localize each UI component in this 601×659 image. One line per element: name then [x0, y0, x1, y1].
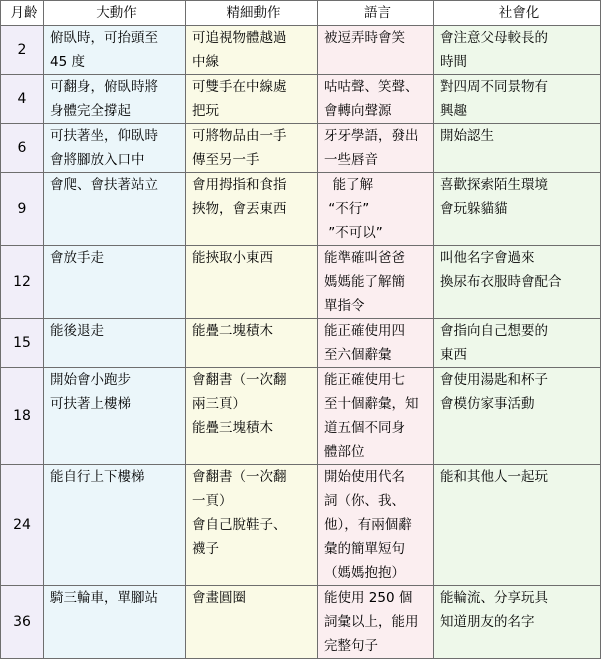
cell-line: 至十個辭彙，知	[324, 396, 419, 412]
cell-line: 媽媽能了解簡	[324, 274, 405, 290]
gross-motor-cell	[44, 124, 186, 173]
gross-motor-cell	[44, 319, 186, 368]
cell-line: 可將物品由一手	[192, 128, 287, 144]
age-cell: 15	[1, 319, 44, 368]
cell-line: 把玩	[192, 103, 219, 119]
cell-line: 45 度	[50, 54, 85, 70]
header-gross-motor: 大動作	[44, 1, 186, 26]
cell-line: 會翻書（一次翻	[192, 469, 287, 485]
cell-line: 道五個不同身	[324, 420, 405, 436]
cell-line: 咕咕聲、笑聲、	[324, 79, 419, 95]
cell-line: 能自行上下樓梯	[50, 469, 145, 485]
cell-line: 彙的簡單短句	[324, 541, 405, 557]
table-row	[1, 173, 601, 246]
gross-motor-cell	[44, 246, 186, 319]
table-row	[1, 75, 601, 124]
social-cell	[434, 26, 601, 75]
social-cell	[434, 319, 601, 368]
fine-motor-cell	[186, 75, 318, 124]
social-cell	[434, 75, 601, 124]
table-row	[1, 465, 601, 586]
header-age: 月齡	[1, 1, 44, 26]
table-row	[1, 124, 601, 173]
cell-line: 騎三輪車，單腳站	[50, 590, 158, 606]
age-cell: 9	[1, 173, 44, 246]
fine-motor-cell	[186, 26, 318, 75]
cell-line: 一些唇音	[324, 152, 378, 168]
cell-line: 身體完全撐起	[50, 103, 131, 119]
cell-line: 能後退走	[50, 323, 104, 339]
cell-line: 單指令	[324, 298, 365, 314]
cell-line: 一頁）	[192, 493, 233, 509]
fine-motor-cell	[186, 124, 318, 173]
cell-line: 能準確叫爸爸	[324, 250, 405, 266]
age-cell: 12	[1, 246, 44, 319]
language-cell	[318, 586, 434, 659]
fine-motor-cell	[186, 586, 318, 659]
fine-motor-cell	[186, 368, 318, 465]
cell-line: 能疊二塊積木	[192, 323, 273, 339]
cell-line: 能疊三塊積木	[192, 420, 273, 436]
cell-line: 詞彙以上，能用	[324, 614, 419, 630]
header-language: 語言	[318, 1, 434, 26]
cell-line: 能輪流、分享玩具	[440, 590, 548, 606]
fine-motor-cell	[186, 465, 318, 586]
cell-line: 能使用 250 個	[324, 590, 413, 606]
cell-line: 會模仿家事活動	[440, 396, 535, 412]
age-cell: 18	[1, 368, 44, 465]
age-cell: 36	[1, 586, 44, 659]
cell-line: 可雙手在中線處	[192, 79, 287, 95]
social-cell	[434, 124, 601, 173]
cell-line: 會玩躲貓貓	[440, 201, 508, 217]
gross-motor-cell	[44, 173, 186, 246]
cell-line: 他），有兩個辭	[324, 517, 412, 533]
cell-line: 可扶著坐，仰臥時	[50, 128, 158, 144]
cell-line: 東西	[440, 347, 467, 363]
gross-motor-cell	[44, 586, 186, 659]
cell-line: 能正確使用四	[324, 323, 405, 339]
age-cell: 4	[1, 75, 44, 124]
cell-line: 會注意父母較長的	[440, 30, 548, 46]
cell-line: 時間	[440, 54, 467, 70]
language-cell	[318, 368, 434, 465]
cell-line: 換尿布衣服時會配合	[440, 274, 562, 290]
language-cell	[318, 465, 434, 586]
age-cell: 24	[1, 465, 44, 586]
cell-line: 會指向自己想要的	[440, 323, 548, 339]
table-row	[1, 586, 601, 659]
social-cell	[434, 173, 601, 246]
header-row	[1, 1, 601, 26]
cell-line: 能挾取小東西	[192, 250, 273, 266]
cell-line: 挾物，會丟東西	[192, 201, 287, 217]
language-cell	[318, 124, 434, 173]
cell-line: 喜歡探索陌生環境	[440, 177, 548, 193]
cell-line: 開始認生	[440, 128, 494, 144]
cell-line: 可追視物體越過	[192, 30, 287, 46]
language-cell	[318, 173, 434, 246]
cell-line: 可扶著上樓梯	[50, 396, 131, 412]
cell-line: 對四周不同景物有	[440, 79, 548, 95]
gross-motor-cell	[44, 26, 186, 75]
cell-line: 會轉向聲源	[324, 103, 392, 119]
cell-line: 開始會小跑步	[50, 372, 131, 388]
cell-line: 會使用湯匙和杯子	[440, 372, 548, 388]
cell-line: 會將腳放入口中	[50, 152, 145, 168]
social-cell	[434, 465, 601, 586]
cell-line: 能了解	[324, 177, 374, 193]
cell-line: 牙牙學語，發出	[324, 128, 419, 144]
cell-line: 會放手走	[50, 250, 104, 266]
table-row	[1, 26, 601, 75]
cell-line: 襪子	[192, 541, 219, 557]
cell-line: 體部位	[324, 444, 365, 460]
language-cell	[318, 26, 434, 75]
age-cell: 6	[1, 124, 44, 173]
cell-line: 會用拇指和食指	[192, 177, 287, 193]
cell-line: 中線	[192, 54, 219, 70]
language-cell	[318, 75, 434, 124]
cell-line: 俯臥時，可抬頭至	[50, 30, 158, 46]
cell-line: 詞（你、我、	[324, 493, 405, 509]
gross-motor-cell	[44, 465, 186, 586]
cell-line: “不行”	[324, 201, 370, 217]
age-cell: 2	[1, 26, 44, 75]
cell-line: 傳至另一手	[192, 152, 260, 168]
table-row	[1, 319, 601, 368]
cell-line: 會翻書（一次翻	[192, 372, 287, 388]
cell-line: 會畫圓圈	[192, 590, 246, 606]
cell-line: 興趣	[440, 103, 467, 119]
cell-line: 會爬、會扶著站立	[50, 177, 158, 193]
fine-motor-cell	[186, 173, 318, 246]
social-cell	[434, 246, 601, 319]
language-cell	[318, 319, 434, 368]
table-row	[1, 246, 601, 319]
cell-line: 兩三頁）	[192, 396, 246, 412]
language-cell	[318, 246, 434, 319]
cell-line: 可翻身，俯臥時將	[50, 79, 158, 95]
header-fine-motor: 精細動作	[186, 1, 318, 26]
cell-line: 至六個辭彙	[324, 347, 392, 363]
cell-line: ”不可以”	[324, 225, 383, 241]
table-body	[1, 26, 601, 659]
cell-line: 叫他名字會過來	[440, 250, 535, 266]
fine-motor-cell	[186, 246, 318, 319]
social-cell	[434, 586, 601, 659]
header-social: 社會化	[434, 1, 601, 26]
gross-motor-cell	[44, 368, 186, 465]
cell-line: 開始使用代名	[324, 469, 405, 485]
cell-line: 能和其他人一起玩	[440, 469, 548, 485]
cell-line: 能正確使用七	[324, 372, 405, 388]
social-cell	[434, 368, 601, 465]
cell-line: 會自己脫鞋子、	[192, 517, 287, 533]
table-row	[1, 368, 601, 465]
gross-motor-cell	[44, 75, 186, 124]
fine-motor-cell	[186, 319, 318, 368]
cell-line: （媽媽抱抱）	[324, 565, 405, 581]
cell-line: 完整句子	[324, 638, 378, 654]
cell-line: 知道朋友的名字	[440, 614, 535, 630]
cell-line: 被逗弄時會笑	[324, 30, 405, 46]
